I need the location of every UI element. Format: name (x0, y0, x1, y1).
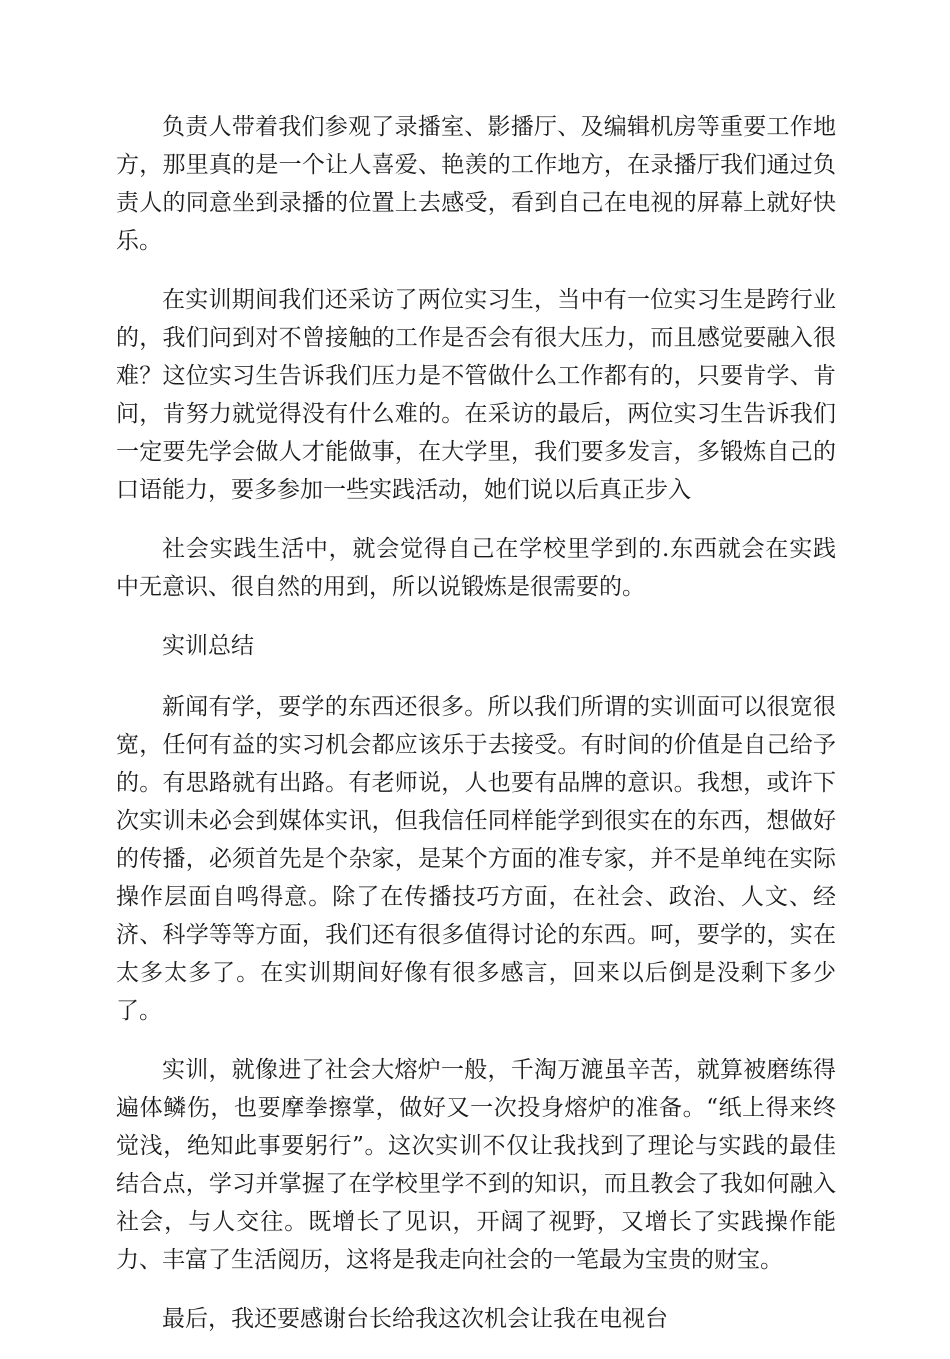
paragraph-furnace: 实训，就像进了社会大熔炉一般，千淘万漉虽辛苦，就算被磨练得遍体鳞伤，也要摩拳擦掌，做好又一次投身熔炉的准备。“纸上得来终觉浅，绝知此事要躬行”。这次实训不仅让我找到了理论与实践的最佳结合点，学习并掌握了在学校里学不到的知识，而且教会了我如何融入社会，与人交往。既增长了见识，开阔了视野，又增长了实践操作能力、丰富了生活阅历，这将是我走向社会的一笔最为宝贵的财宝。 (116, 1057, 836, 1273)
paragraph-news-learning: 新闻有学，要学的东西还很多。所以我们所谓的实训面可以很宽很宽，任何有益的实习机会都应该乐于去接受。有时间的价值是自己给予的。有思路就有出路。有老师说，人也要有品牌的意识。我想，或许下次实训未必会到媒体实讯，但我信任同样能学到很实在的东西，想做好的传播，必须首先是个杂家，是某个方面的准专家，并不是单纯在实际操作层面自鸣得意。除了在传播技巧方面，在社会、政治、人文、经济、科学等等方面，我们还有很多值得讨论的东西。呵，要学的，实在太多太多了。在实训期间好像有很多感言，回来以后倒是没剩下多少了。 (116, 694, 836, 1024)
paragraph-visit: 负责人带着我们参观了录播室、影播厅、及编辑机房等重要工作地方，那里真的是一个让人喜爱、艳羡的工作地方，在录播厅我们通过负责人的同意坐到录播的位置上去感受，看到自己在电视的屏幕上就好快乐。 (116, 114, 836, 254)
section-heading: 实训总结 (162, 633, 254, 659)
paragraph-thanks: 最后，我还要感谢台长给我这次机会让我在电视台 (162, 1306, 668, 1332)
paragraph-interview: 在实训期间我们还采访了两位实习生，当中有一位实习生是跨行业的，我们问到对不曾接触的工作是否会有很大压力，而且感觉要融入很难？这位实习生告诉我们压力是不管做什么工作都有的，只要肯学、肯问，肯努力就觉得没有什么难的。在采访的最后，两位实习生告诉我们一定要先学会做人才能做事，在大学里，我们要多发言，多锻炼自己的口语能力，要多参加一些实践活动，她们说以后真正步入 (116, 287, 836, 503)
paragraph-society-practice: 社会实践生活中，就会觉得自己在学校里学到的.东西就会在实践中无意识、很自然的用到，所以说锻炼是很需要的。 (116, 536, 836, 600)
document-page (116, 108, 836, 1359)
